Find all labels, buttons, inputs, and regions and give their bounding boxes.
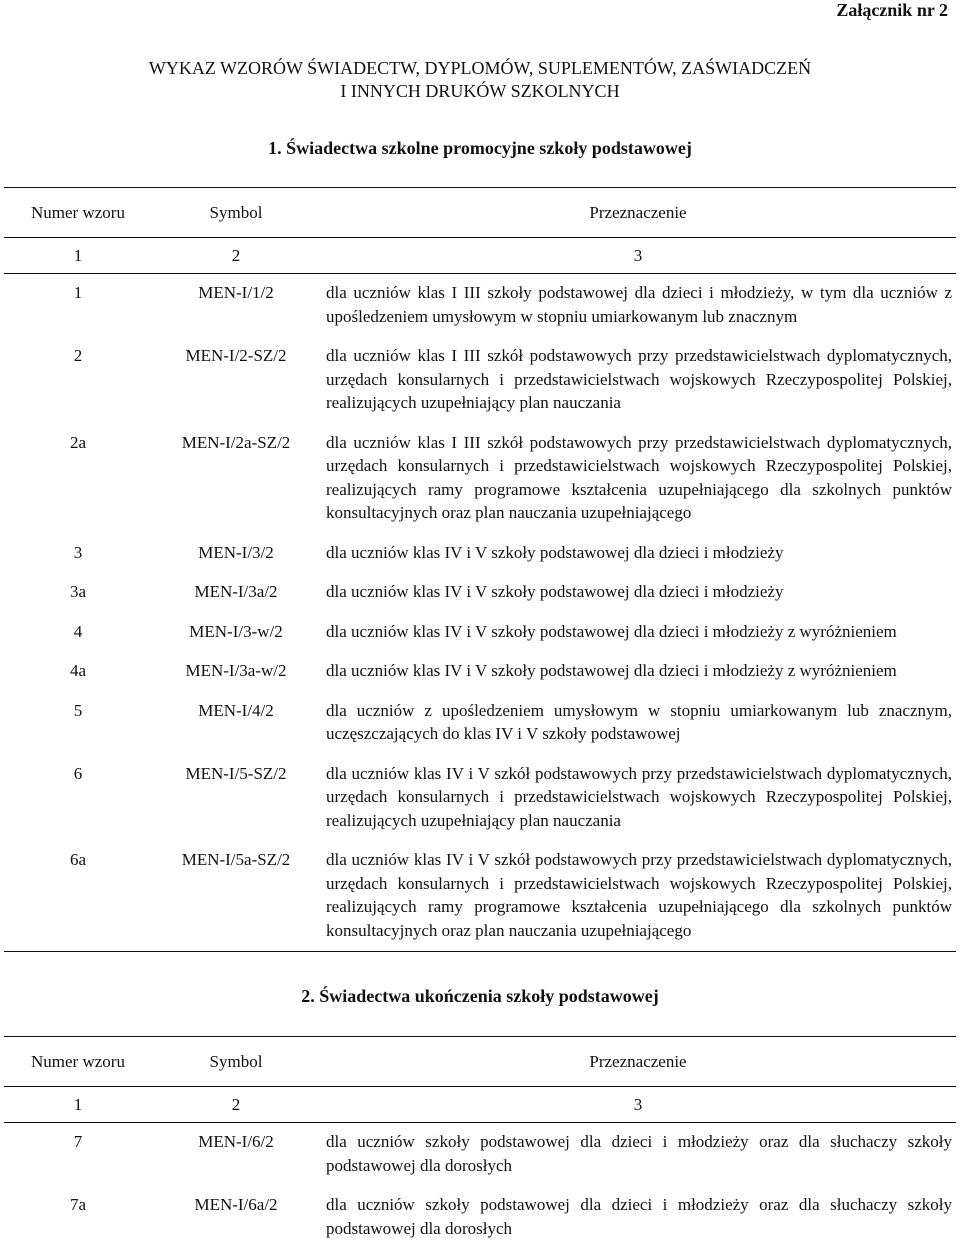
column-number-row (4, 1087, 956, 1123)
table-row (4, 613, 956, 653)
table-row (4, 692, 956, 755)
column-number: 3 (320, 238, 956, 274)
row-symbol: MEN-I/5-SZ/2 (185, 763, 287, 783)
column-number: 1 (4, 1087, 152, 1123)
row-symbol: MEN-I/2a-SZ/2 (181, 432, 291, 452)
row-purpose: dla uczniów szkoły podstawowej dla dzieci i młodzieży oraz dla słuchaczy szkoły podstawowej dla dorosłych (326, 1132, 952, 1175)
column-number: 3 (320, 1087, 956, 1123)
row-number: 2 (73, 346, 83, 365)
row-number: 7 (73, 1132, 83, 1151)
row-number: 5 (73, 700, 83, 720)
row-symbol: MEN-I/6a/2 (194, 1195, 278, 1214)
row-purpose: dla uczniów klas IV i V szkoły podstawowej dla dzieci i młodzieży (326, 582, 784, 601)
column-number: 1 (4, 238, 152, 274)
row-purpose: dla uczniów klas IV i V szkół podstawowych przy przedstawicielstwach dyplomatycznych, urzędach konsularnych i przedstawicielstwach wojskowych Rzeczypospolitej Polskiej, realizujących ramy programowe kształcenia uzupełniającego dla szkolnych punktów konsultacyjnych oraz plan nauczania uzupełniającego (320, 841, 956, 952)
column-header: Numer wzoru (4, 188, 152, 238)
column-header: Przeznaczenie (320, 1037, 956, 1087)
row-purpose: dla uczniów klas IV i V szkół podstawowych przy przedstawicielstwach dyplomatycznych, urzędach konsularnych i przedstawicielstwach wojskowych Rzeczypospolitej Polskiej, realizujących uzupełniający plan nauczania (326, 763, 952, 830)
row-number: 4a (69, 661, 87, 680)
section-2-table (4, 1036, 956, 1249)
row-purpose: dla uczniów z upośledzeniem umysłowym w stopniu umiarkowanym lub znacznym, uczęszczających do klas IV i V szkoły podstawowej (326, 700, 952, 743)
table-header-row (4, 188, 956, 238)
row-symbol: MEN-I/3-w/2 (189, 621, 283, 641)
column-header: Symbol (152, 188, 320, 238)
table-row (4, 841, 956, 952)
document-title-line-1: WYKAZ WZORÓW ŚWIADECTW, DYPLOMÓW, SUPLEMENTÓW, ZAŚWIADCZEŃ (148, 58, 812, 78)
row-symbol: MEN-I/4/2 (198, 700, 274, 720)
section-1-table (4, 187, 956, 952)
row-purpose: dla uczniów klas I III szkoły podstawowej dla dzieci i młodzieży, w tym dla uczniów z upośledzeniem umysłowym w stopniu umiarkowanym lub znacznym (326, 283, 952, 326)
table-row (4, 274, 956, 338)
column-header: Symbol (152, 1037, 320, 1087)
section-2-heading: 2. Świadectwa ukończenia szkoły podstawowej (301, 986, 659, 1006)
row-purpose: dla uczniów klas I III szkół podstawowych przy przedstawicielstwach dyplomatycznych, urzędach konsularnych i przedstawicielstwach wojskowych Rzeczypospolitej Polskiej, realizujących ramy programowe kształcenia uzupełniającego dla szkolnych punktów konsultacyjnych oraz plan nauczania uzupełniającego (326, 432, 952, 522)
row-number: 3a (69, 582, 87, 601)
section-1-heading: 1. Świadectwa szkolne promocyjne szkoły podstawowej (268, 138, 692, 158)
row-number: 6a (4, 841, 152, 952)
row-number: 4 (73, 621, 83, 641)
row-purpose: dla uczniów klas IV i V szkoły podstawowej dla dzieci i młodzieży (326, 542, 784, 562)
document-title-line-2: I INNYCH DRUKÓW SZKOLNYCH (340, 81, 620, 101)
row-symbol: MEN-I/1/2 (198, 283, 274, 302)
column-header: Numer wzoru (4, 1037, 152, 1087)
row-symbol: MEN-I/3a/2 (194, 582, 278, 601)
table-row (4, 534, 956, 574)
row-symbol: MEN-I/3/2 (198, 542, 274, 562)
table-row (4, 424, 956, 534)
column-number: 2 (152, 1087, 320, 1123)
row-number: 2a (69, 432, 87, 452)
row-symbol: MEN-I/2-SZ/2 (185, 346, 287, 365)
table-row (4, 337, 956, 424)
table-row (4, 652, 956, 692)
row-number: 7a (69, 1195, 87, 1214)
table-header-row (4, 1037, 956, 1087)
table-row (4, 755, 956, 842)
column-header: Przeznaczenie (320, 188, 956, 238)
row-symbol: MEN-I/3a-w/2 (185, 661, 287, 680)
table-row (4, 573, 956, 613)
table-row (4, 1123, 956, 1187)
row-purpose: dla uczniów klas IV i V szkoły podstawowej dla dzieci i młodzieży z wyróżnieniem (326, 661, 897, 680)
column-number: 2 (152, 238, 320, 274)
table-row (4, 1186, 956, 1249)
row-symbol: MEN-I/6/2 (198, 1132, 274, 1151)
row-number: 1 (73, 283, 83, 302)
row-number: 3 (73, 542, 83, 562)
attachment-label: Załącznik nr 2 (836, 0, 948, 20)
row-symbol: MEN-I/5a-SZ/2 (152, 841, 320, 952)
column-number-row (4, 238, 956, 274)
row-purpose: dla uczniów klas IV i V szkoły podstawowej dla dzieci i młodzieży z wyróżnieniem (326, 621, 897, 641)
row-purpose: dla uczniów klas I III szkół podstawowych przy przedstawicielstwach dyplomatycznych, urzędach konsularnych i przedstawicielstwach wojskowych Rzeczypospolitej Polskiej, realizujących uzupełniający plan nauczania (326, 346, 952, 412)
row-purpose: dla uczniów szkoły podstawowej dla dzieci i młodzieży oraz dla słuchaczy szkoły podstawowej dla dorosłych (326, 1195, 952, 1238)
row-number: 6 (73, 763, 83, 783)
